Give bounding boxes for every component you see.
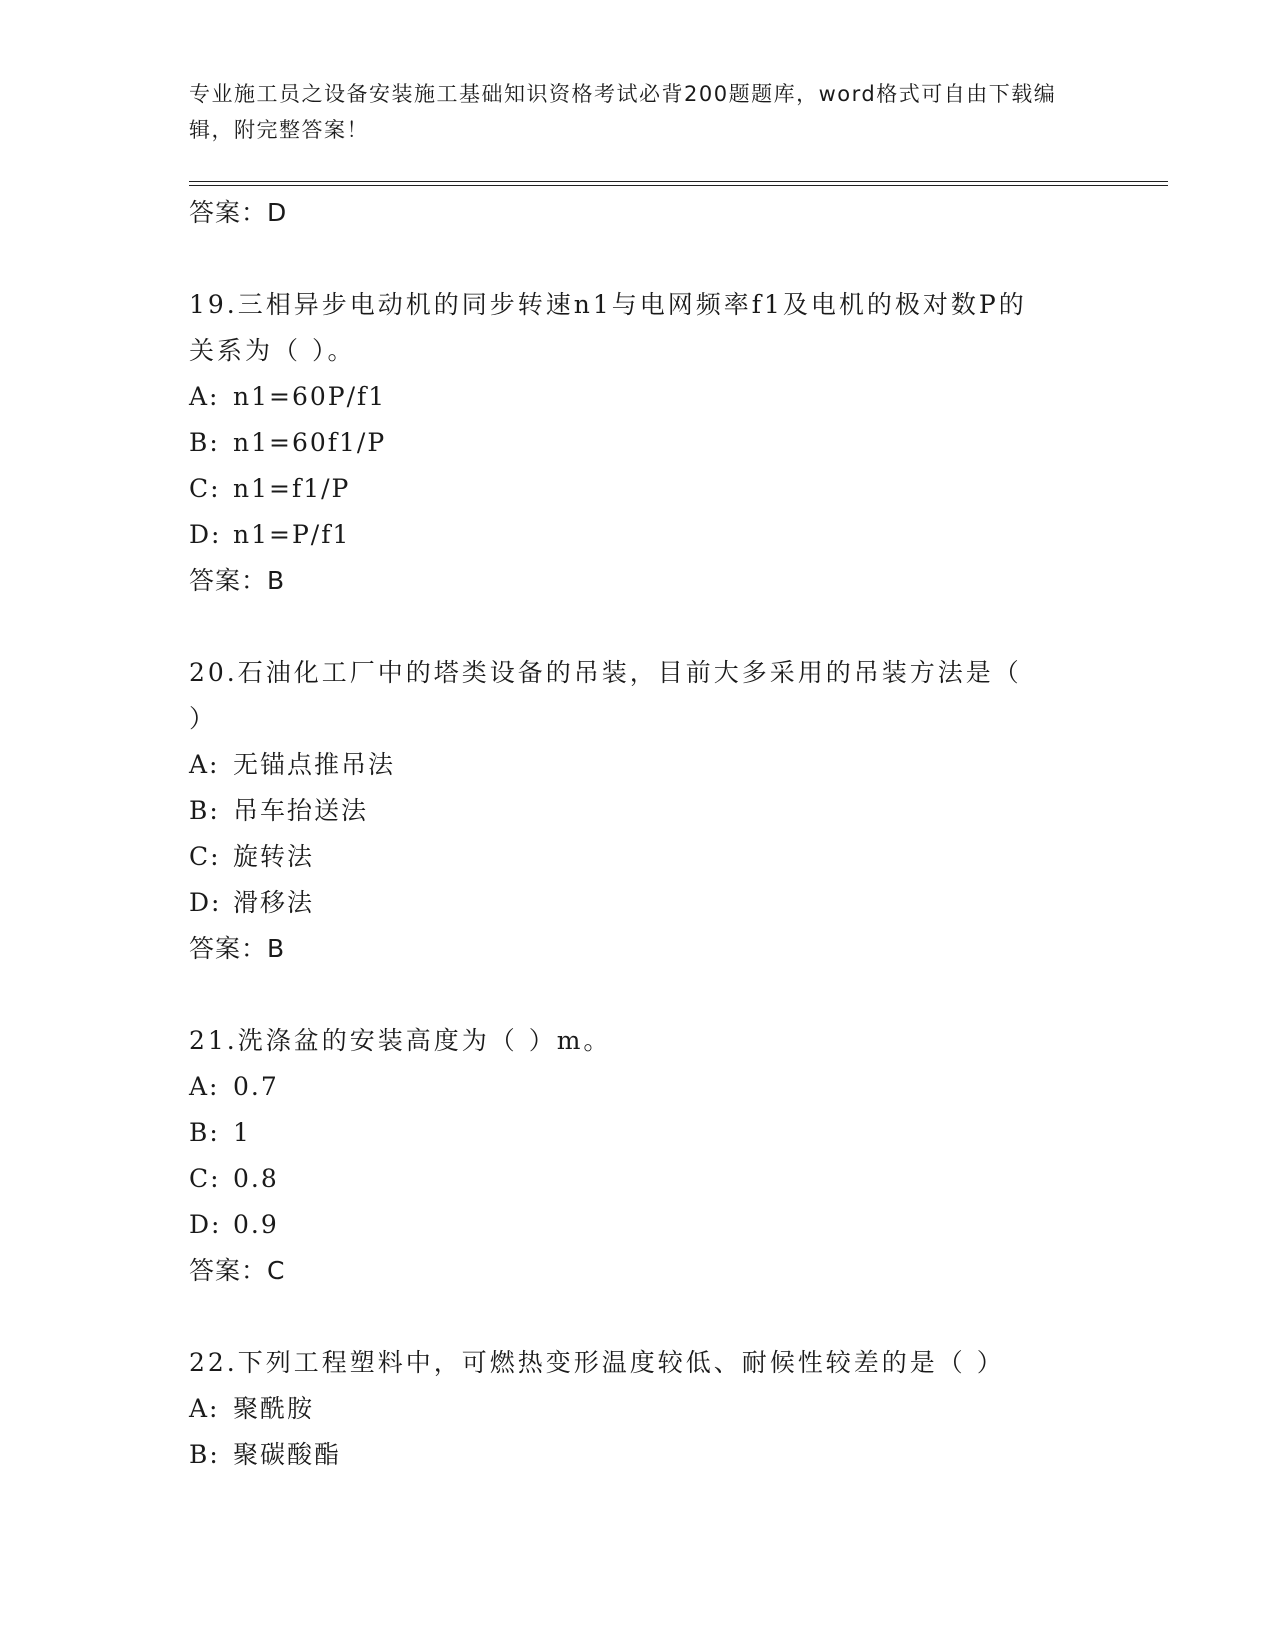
option-letter: C: <box>189 842 221 871</box>
option-text: 0.9 <box>233 1210 279 1239</box>
option-text: 1 <box>233 1118 251 1147</box>
header-rule-bottom <box>189 185 1168 186</box>
answer: 答案：C <box>189 1256 286 1285</box>
option-letter: D: <box>189 1210 222 1239</box>
question-22 <box>189 1340 1089 1478</box>
option-text: 0.7 <box>233 1072 279 1101</box>
question-stem: 21.洗涤盆的安装高度为（ ）m。 <box>189 1026 612 1055</box>
option-letter: B: <box>189 428 220 457</box>
option-letter: A: <box>189 382 220 411</box>
option-letter: A: <box>189 1394 220 1423</box>
option-c <box>189 1156 1089 1202</box>
option-text: 旋转法 <box>233 842 315 871</box>
answer-prev: 答案：D <box>189 198 288 227</box>
option-letter: C: <box>189 474 221 503</box>
option-letter: D: <box>189 520 222 549</box>
option-text: n1=f1/P <box>233 474 351 503</box>
header-rule-top <box>189 181 1168 182</box>
option-c <box>189 834 1089 880</box>
question-19 <box>189 282 1089 604</box>
option-letter: B: <box>189 1440 220 1469</box>
document-body <box>189 190 1089 1478</box>
option-text: n1=60P/f1 <box>233 382 387 411</box>
question-stem: 19.三相异步电动机的同步转速n1与电网频率f1及电机的极对数P的 <box>189 290 1027 319</box>
option-text: 0.8 <box>233 1164 279 1193</box>
option-text: 滑移法 <box>233 888 315 917</box>
option-d <box>189 880 1089 926</box>
option-letter: D: <box>189 888 222 917</box>
question-stem-cont: 关系为（ ）。 <box>189 336 356 365</box>
option-b <box>189 420 1089 466</box>
option-d <box>189 1202 1089 1248</box>
option-text: n1=P/f1 <box>233 520 351 549</box>
option-text: 聚酰胺 <box>233 1394 315 1423</box>
question-stem: 22.下列工程塑料中，可燃热变形温度较低、耐候性较差的是（ ） <box>189 1348 1005 1377</box>
answer: 答案：B <box>189 566 286 595</box>
option-c <box>189 466 1089 512</box>
option-a <box>189 742 1089 788</box>
option-letter: B: <box>189 796 220 825</box>
option-a <box>189 374 1089 420</box>
option-text: 吊车抬送法 <box>233 796 369 825</box>
option-letter: A: <box>189 750 220 779</box>
option-letter: A: <box>189 1072 220 1101</box>
option-b <box>189 788 1089 834</box>
question-20 <box>189 650 1089 972</box>
option-text: n1=60f1/P <box>233 428 387 457</box>
question-stem-cont: ） <box>189 704 218 733</box>
option-letter: C: <box>189 1164 221 1193</box>
option-b <box>189 1432 1089 1478</box>
option-a <box>189 1386 1089 1432</box>
option-letter: B: <box>189 1118 220 1147</box>
page-header: 专业施工员之设备安装施工基础知识资格考试必背200题题库，word格式可自由下载编辑，附完整答案！ <box>189 82 1057 142</box>
question-stem: 20.石油化工厂中的塔类设备的吊装，目前大多采用的吊装方法是（ <box>189 658 1022 687</box>
question-21 <box>189 1018 1089 1294</box>
option-d <box>189 512 1089 558</box>
option-text: 聚碳酸酯 <box>233 1440 342 1469</box>
option-b <box>189 1110 1089 1156</box>
option-text: 无锚点推吊法 <box>233 750 396 779</box>
answer: 答案：B <box>189 934 286 963</box>
option-a <box>189 1064 1089 1110</box>
